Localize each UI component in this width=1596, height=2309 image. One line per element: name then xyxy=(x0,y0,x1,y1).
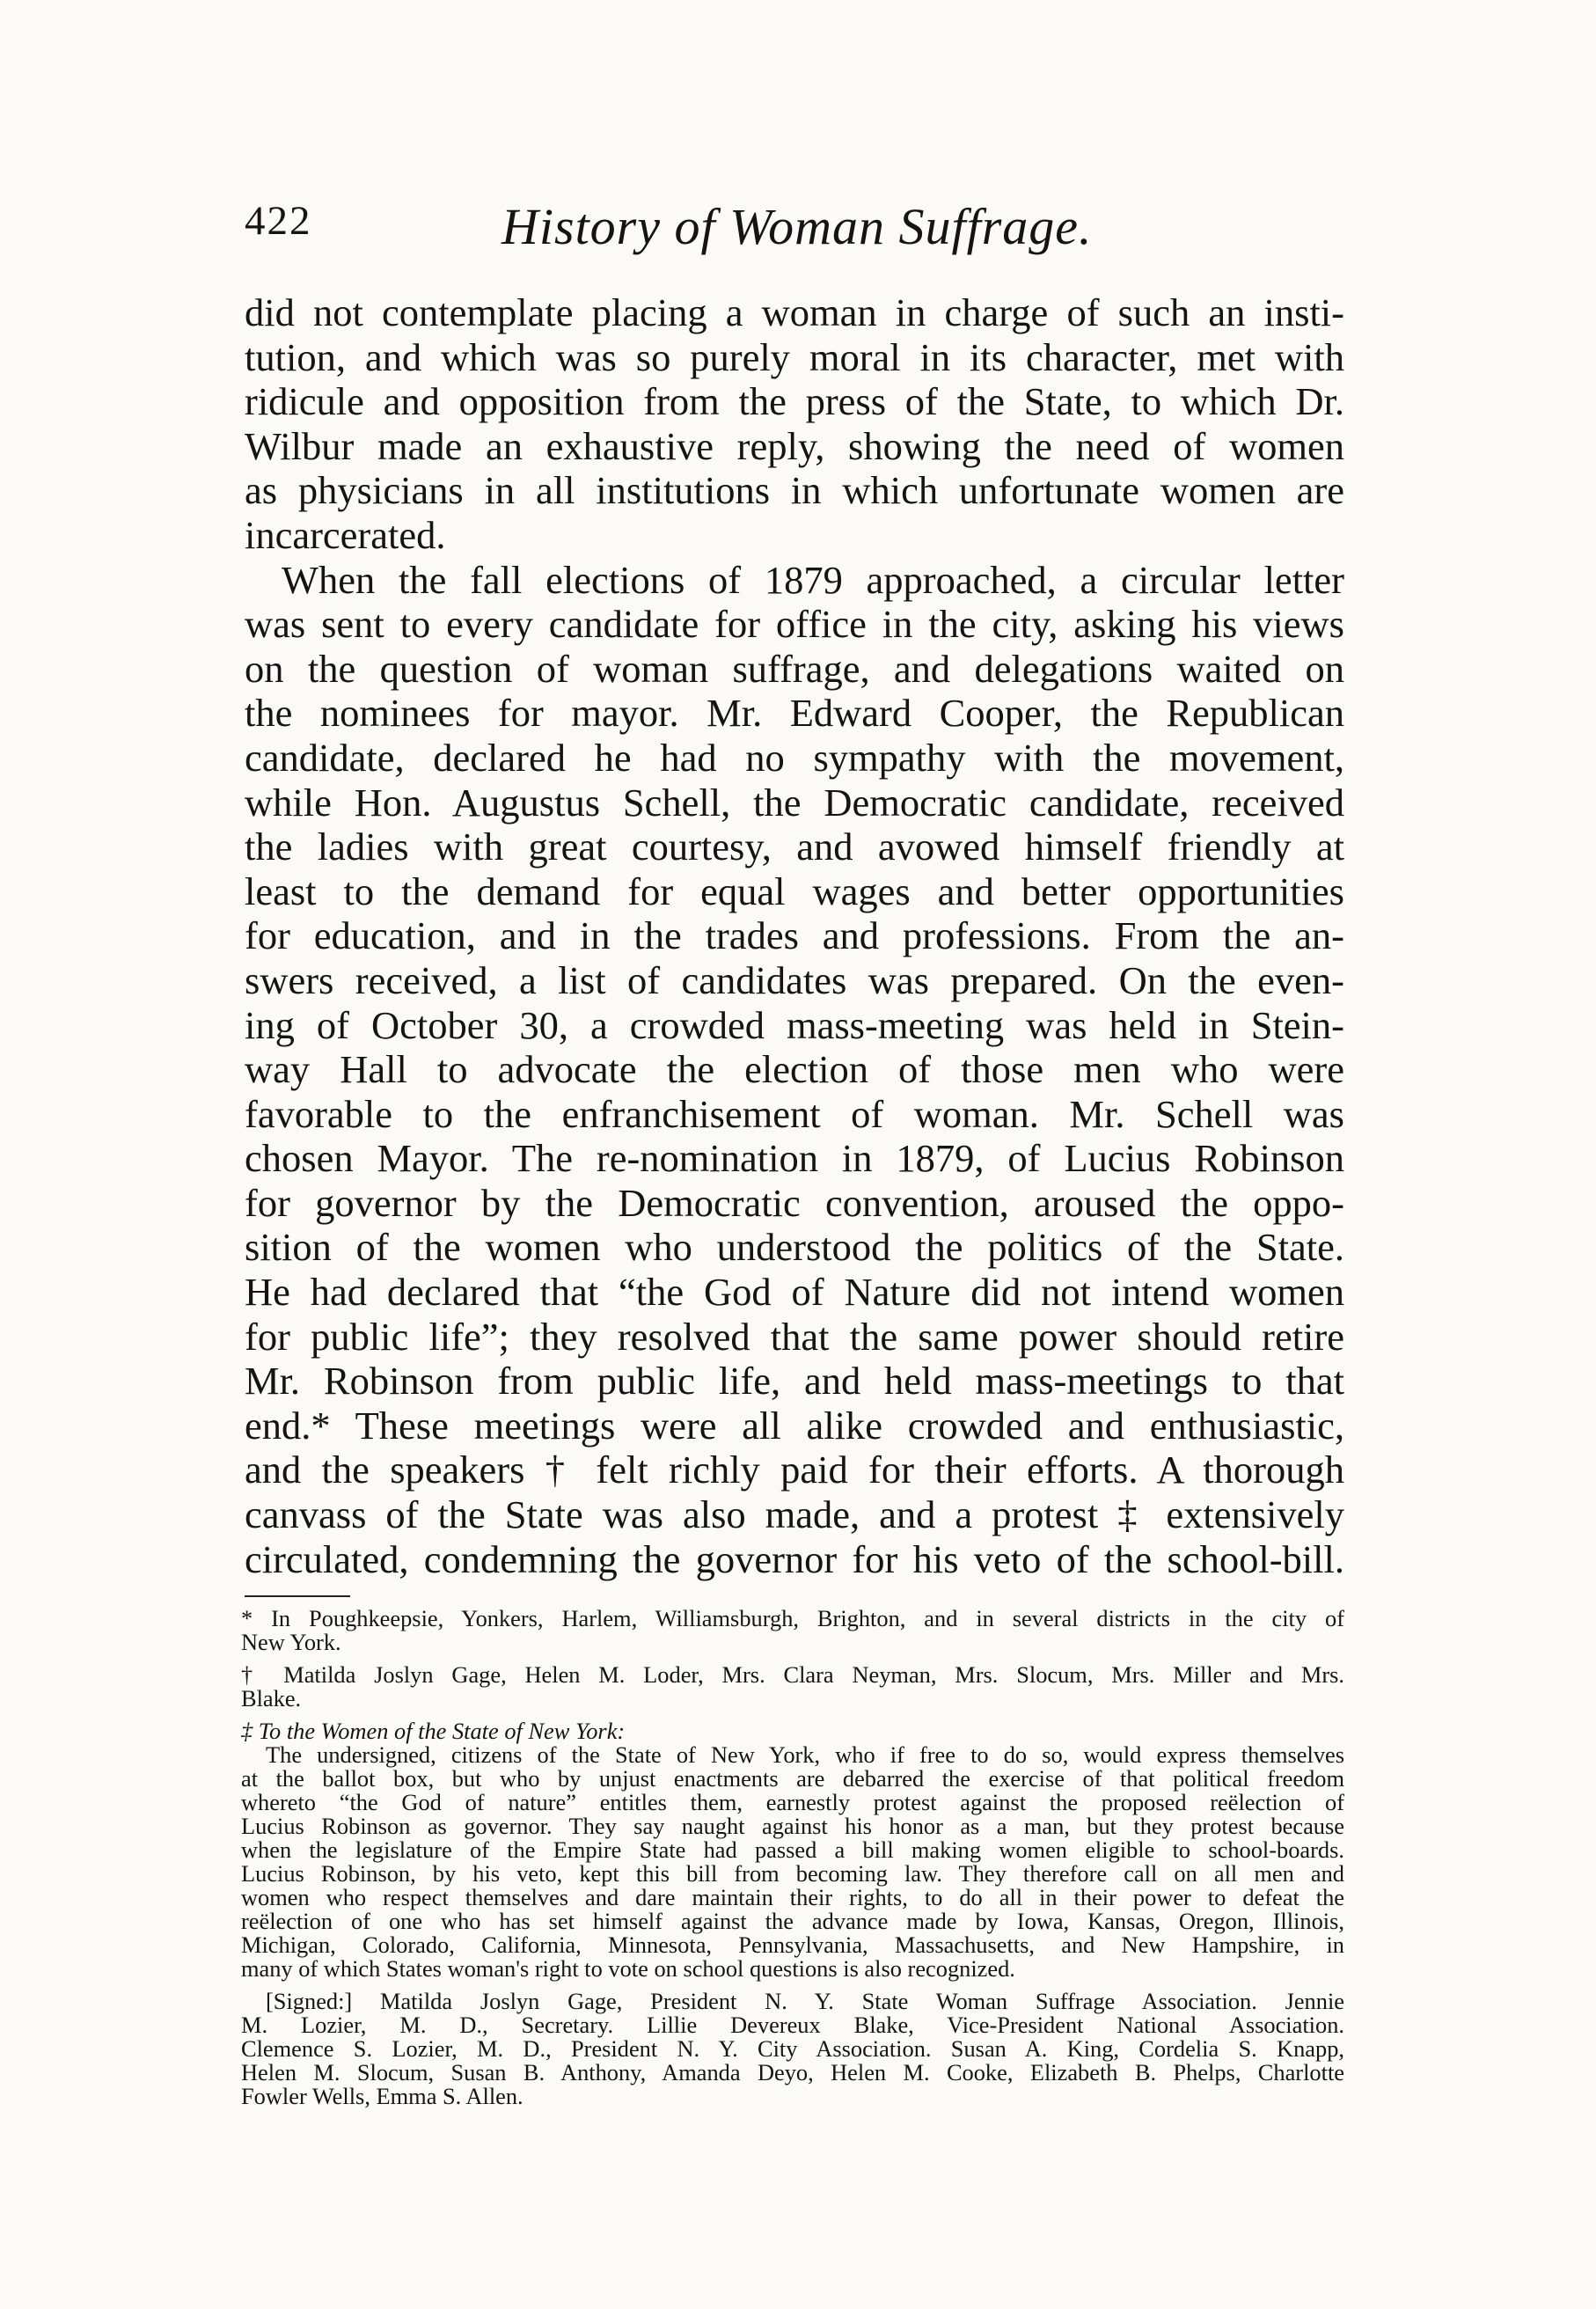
footnote-line: Michigan, Colorado, California, Minnesota, Pennsylvania, Massachusetts, and New Hampshire, in xyxy=(241,1931,1344,1958)
footnote-line: at the ballot box, but who by unjust enactments are debarred the exercise of that political freedom xyxy=(241,1765,1344,1792)
text-line: the ladies with great courtesy, and avowed himself friendly at xyxy=(245,825,1344,869)
page-header xyxy=(245,197,1344,268)
footnote-line: when the legislature of the Empire State had passed a bill making women eligible to school-boards. xyxy=(241,1836,1344,1863)
text-line: the nominees for mayor. Mr. Edward Cooper, the Republican xyxy=(245,691,1344,736)
text-line: incarcerated. xyxy=(245,512,446,557)
footnote-line: many of which States woman's right to vote on school questions is also recognized. xyxy=(241,1955,1015,1982)
text-line: Mr. Robinson from public life, and held mass-meetings to that xyxy=(245,1359,1344,1404)
text-line: sition of the women who understood the politics of the State. xyxy=(245,1225,1344,1270)
paragraph-1 xyxy=(245,290,1344,558)
text-line: swers received, a list of candidates was prepared. On the even- xyxy=(245,957,1344,1002)
footnote-line: New York. xyxy=(241,1629,341,1655)
text-line: canvass of the State was also made, and a protest ‡ extensively xyxy=(245,1492,1344,1537)
footnote-double-dagger xyxy=(241,1719,1344,1743)
text-line: did not contemplate placing a woman in charge of such an insti- xyxy=(245,290,1344,334)
protest-text xyxy=(241,1743,1344,1981)
text-line: for education, and in the trades and professions. From the an- xyxy=(245,913,1344,958)
text-line: and the speakers † felt richly paid for their efforts. A thorough xyxy=(245,1448,1344,1492)
text-line: circulated, condemning the governor for his veto of the school-bill. xyxy=(245,1536,1344,1581)
page-number: 422 xyxy=(245,198,312,244)
text-line: end.* These meetings were all alike crowded and enthusiastic, xyxy=(245,1403,1344,1448)
text-line: way Hall to advocate the election of those men who were xyxy=(245,1047,1344,1092)
body-text xyxy=(245,290,1344,1581)
footnote-line: women who respect themselves and dare maintain their rights, to do all in their power to defeat the xyxy=(241,1884,1344,1910)
footnote-divider xyxy=(245,1595,350,1597)
footnote-line: † Matilda Joslyn Gage, Helen M. Loder, Mrs. Clara Neyman, Mrs. Slocum, Mrs. Miller and Mrs. xyxy=(241,1661,1344,1688)
text-line: Wilbur made an exhaustive reply, showing the need of women xyxy=(245,423,1344,468)
footnote-line: reëlection of one who has set himself against the advance made by Iowa, Kansas, Oregon, Illinois, xyxy=(241,1908,1344,1934)
text-line: tution, and which was so purely moral in its character, met with xyxy=(245,334,1344,379)
signatories xyxy=(241,1990,1344,2108)
text-line: while Hon. Augustus Schell, the Democratic candidate, received xyxy=(245,780,1344,825)
footnote-dagger xyxy=(241,1663,1344,1711)
footnote-line: The undersigned, citizens of the State of New York, who if free to do so, would express themselves xyxy=(266,1741,1344,1768)
footnote-line: M. Lozier, M. D., Secretary. Lillie Devereux Blake, Vice-President National Association. xyxy=(241,2012,1344,2038)
footnote-line: Blake. xyxy=(241,1685,302,1712)
footnote-line: Lucius Robinson, by his veto, kept this bill from becoming law. They therefore call on all men and xyxy=(241,1860,1344,1887)
text-line: for governor by the Democratic convention, aroused the oppo- xyxy=(245,1180,1344,1225)
text-line: When the fall elections of 1879 approached, a circular letter xyxy=(282,557,1344,602)
footnote-heading: ‡ To the Women of the State of New York: xyxy=(241,1718,626,1744)
footnote-line: * In Poughkeepsie, Yonkers, Harlem, Williamsburgh, Brighton, and in several districts in the city of xyxy=(241,1605,1344,1631)
footnote-line: [Signed:] Matilda Joslyn Gage, President N. Y. State Woman Suffrage Association. Jennie xyxy=(266,1988,1344,2014)
footnote-line: Lucius Robinson as governor. They say naught against his honor as a man, but they protest because xyxy=(241,1813,1344,1839)
text-line: least to the demand for equal wages and better opportunities xyxy=(245,869,1344,913)
text-line: ridicule and opposition from the press of the State, to which Dr. xyxy=(245,379,1344,424)
footnotes xyxy=(241,1607,1344,2108)
footnote-line: Helen M. Slocum, Susan B. Anthony, Amanda Deyo, Helen M. Cooke, Elizabeth B. Phelps, Charlotte xyxy=(241,2059,1344,2085)
text-line: for public life”; they resolved that the same power should retire xyxy=(245,1314,1344,1359)
running-title: History of Woman Suffrage. xyxy=(501,198,1093,255)
text-line: ing of October 30, a crowded mass-meeting was held in Stein- xyxy=(245,1002,1344,1047)
footnote-line: Clemence S. Lozier, M. D., President N. Y. City Association. Susan A. King, Cordelia S. Knapp, xyxy=(241,2035,1344,2062)
text-line: chosen Mayor. The re-nomination in 1879, of Lucius Robinson xyxy=(245,1136,1344,1181)
footnote-star xyxy=(241,1607,1344,1654)
footnote-line: whereto “the God of nature” entitles them, earnestly protest against the proposed reëlection of xyxy=(241,1789,1344,1815)
text-line: as physicians in all institutions in which unfortunate women are xyxy=(245,468,1344,513)
footnote-line: Fowler Wells, Emma S. Allen. xyxy=(241,2083,523,2109)
text-line: on the question of woman suffrage, and delegations waited on xyxy=(245,646,1344,691)
text-line: favorable to the enfranchisement of woman. Mr. Schell was xyxy=(245,1091,1344,1136)
paragraph-2 xyxy=(245,558,1344,1582)
text-line: was sent to every candidate for office in the city, asking his views xyxy=(245,602,1344,647)
text-line: He had declared that “the God of Nature did not intend women xyxy=(245,1270,1344,1315)
text-line: candidate, declared he had no sympathy with the movement, xyxy=(245,735,1344,780)
